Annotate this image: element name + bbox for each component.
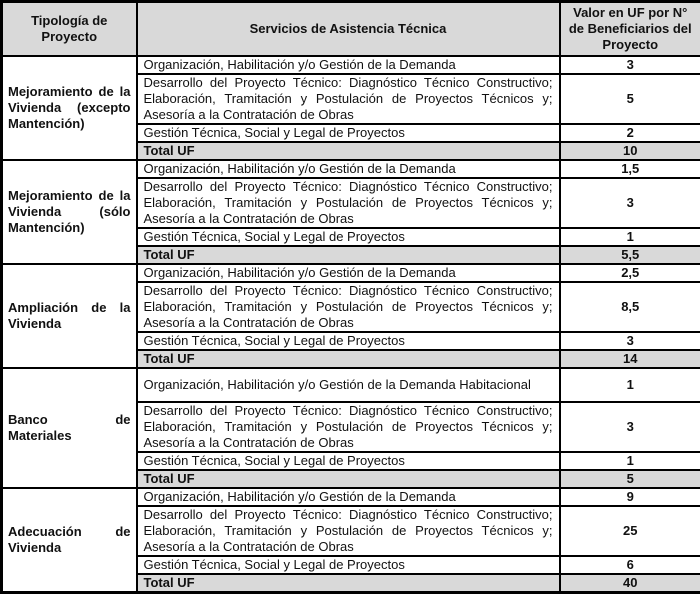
value-cell: 5: [560, 74, 700, 124]
value-cell: 2,5: [560, 264, 700, 282]
tipologia-cell: Banco de Materiales: [2, 368, 137, 488]
value-cell: 1,5: [560, 160, 700, 178]
table-body: [2, 56, 700, 593]
service-row: [2, 160, 700, 178]
service-cell: Organización, Habilitación y/o Gestión de la Demanda Habitacional: [137, 368, 560, 402]
total-uf-label-cell: Total UF: [137, 574, 560, 593]
value-cell: 1: [560, 452, 700, 470]
service-cell: Gestión Técnica, Social y Legal de Proyectos: [137, 556, 560, 574]
service-cell: Desarrollo del Proyecto Técnico: Diagnóstico Técnico Constructivo; Elaboración, Tramitación y Postulación de Proyectos Técnicos y; Asesoría a la Contratación de Obras: [137, 282, 560, 332]
value-cell: 3: [560, 56, 700, 74]
service-row: [2, 368, 700, 402]
service-cell: Desarrollo del Proyecto Técnico: Diagnóstico Técnico Constructivo; Elaboración, Tramitación y Postulación de Proyectos Técnicos y; Asesoría a la Contratación de Obras: [137, 402, 560, 452]
total-uf-value-cell: 14: [560, 350, 700, 368]
value-cell: 3: [560, 332, 700, 350]
tipologia-cell: Adecuación de Vivienda: [2, 488, 137, 593]
value-cell: 8,5: [560, 282, 700, 332]
total-uf-value-cell: 10: [560, 142, 700, 160]
header-valor-uf-beneficiarios: Valor en UF por N° de Beneficiarios del Proyecto: [560, 2, 700, 57]
service-cell: Desarrollo del Proyecto Técnico: Diagnóstico Técnico Constructivo; Elaboración, Tramitación y Postulación de Proyectos Técnicos y; Asesoría a la Contratación de Obras: [137, 506, 560, 556]
total-uf-value-cell: 40: [560, 574, 700, 593]
header-row: [2, 2, 700, 57]
service-cell: Organización, Habilitación y/o Gestión de la Demanda: [137, 56, 560, 74]
value-cell: 1: [560, 368, 700, 402]
tipologia-cell: Mejoramiento de la Vivienda (sólo Mantención): [2, 160, 137, 264]
header-tipologia-proyecto: Tipología de Proyecto: [2, 2, 137, 57]
tipologia-cell: Mejoramiento de la Vivienda (excepto Mantención): [2, 56, 137, 160]
header-servicios-asistencia-tecnica: Servicios de Asistencia Técnica: [137, 2, 560, 57]
service-cell: Desarrollo del Proyecto Técnico: Diagnóstico Técnico Constructivo; Elaboración, Tramitación y Postulación de Proyectos Técnicos y; Asesoría a la Contratación de Obras: [137, 74, 560, 124]
value-cell: 6: [560, 556, 700, 574]
service-cell: Gestión Técnica, Social y Legal de Proyectos: [137, 124, 560, 142]
value-cell: 1: [560, 228, 700, 246]
total-uf-value-cell: 5,5: [560, 246, 700, 264]
value-cell: 9: [560, 488, 700, 506]
service-cell: Gestión Técnica, Social y Legal de Proyectos: [137, 452, 560, 470]
total-uf-label-cell: Total UF: [137, 246, 560, 264]
value-cell: 2: [560, 124, 700, 142]
service-cell: Desarrollo del Proyecto Técnico: Diagnóstico Técnico Constructivo; Elaboración, Tramitación y Postulación de Proyectos Técnicos y; Asesoría a la Contratación de Obras: [137, 178, 560, 228]
service-row: [2, 264, 700, 282]
total-uf-label-cell: Total UF: [137, 350, 560, 368]
value-cell: 25: [560, 506, 700, 556]
service-cell: Organización, Habilitación y/o Gestión de la Demanda: [137, 160, 560, 178]
total-uf-label-cell: Total UF: [137, 142, 560, 160]
service-row: [2, 56, 700, 74]
service-cell: Gestión Técnica, Social y Legal de Proyectos: [137, 332, 560, 350]
service-cell: Organización, Habilitación y/o Gestión de la Demanda: [137, 264, 560, 282]
tipologia-cell: Ampliación de la Vivienda: [2, 264, 137, 368]
service-cell: Organización, Habilitación y/o Gestión de la Demanda: [137, 488, 560, 506]
total-uf-value-cell: 5: [560, 470, 700, 488]
service-cell: Gestión Técnica, Social y Legal de Proyectos: [137, 228, 560, 246]
value-cell: 3: [560, 178, 700, 228]
value-cell: 3: [560, 402, 700, 452]
total-uf-label-cell: Total UF: [137, 470, 560, 488]
table-header: [2, 2, 700, 57]
service-row: [2, 488, 700, 506]
